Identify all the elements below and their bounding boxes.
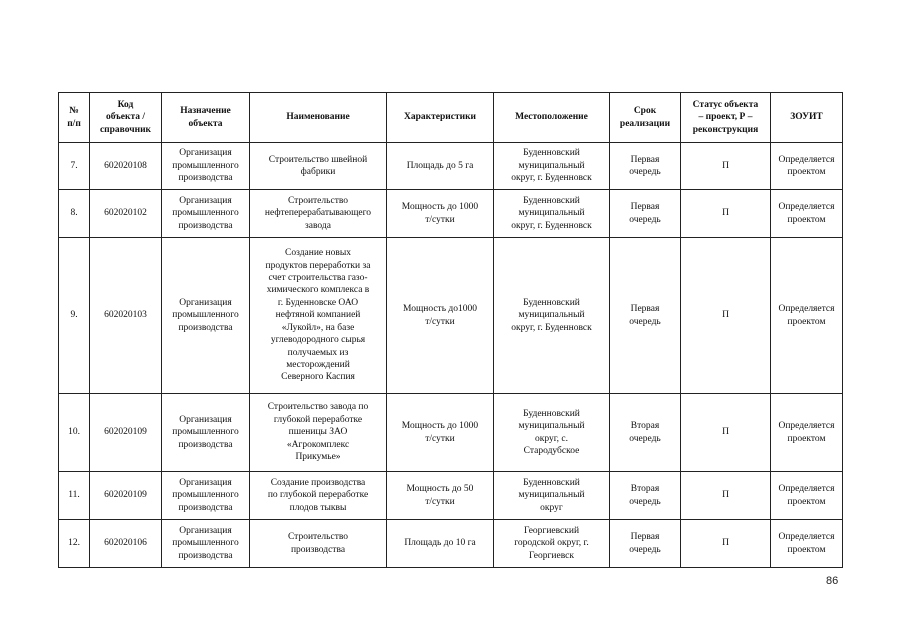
characteristics-cell: Мощность до 1000 т/сутки xyxy=(387,190,494,238)
name-cell: Строительство завода по глубокой переработке пшеницы ЗАО «Агрокомплекс Прикумье» xyxy=(250,394,387,472)
row-number-cell: 11. xyxy=(59,472,90,520)
row-number-cell: 8. xyxy=(59,190,90,238)
purpose-cell: Организация промышленного производства xyxy=(162,190,250,238)
zouit-cell: Определяется проектом xyxy=(771,190,843,238)
table-row xyxy=(59,190,843,238)
status-cell: П xyxy=(681,238,771,394)
name-cell: Строительство швейной фабрики xyxy=(250,143,387,190)
characteristics-cell: Площадь до 5 га xyxy=(387,143,494,190)
table-row xyxy=(59,520,843,568)
object-code-cell: 602020102 xyxy=(90,190,162,238)
status-cell: П xyxy=(681,143,771,190)
table-row xyxy=(59,143,843,190)
term-cell: Вторая очередь xyxy=(610,394,681,472)
object-code-cell: 602020109 xyxy=(90,472,162,520)
page-number: 86 xyxy=(826,575,839,587)
term-cell: Первая очередь xyxy=(610,520,681,568)
zouit-cell: Определяется проектом xyxy=(771,143,843,190)
purpose-cell: Организация промышленного производства xyxy=(162,394,250,472)
status-cell: П xyxy=(681,472,771,520)
row-number-cell: 7. xyxy=(59,143,90,190)
purpose-cell: Организация промышленного производства xyxy=(162,238,250,394)
table-row xyxy=(59,472,843,520)
table-header-row xyxy=(59,93,843,143)
table-body xyxy=(59,143,843,568)
header-term: Срок реализации xyxy=(610,93,681,143)
objects-table xyxy=(58,92,843,568)
status-cell: П xyxy=(681,520,771,568)
location-cell: Буденновский муниципальный округ, г. Буденновск xyxy=(494,238,610,394)
row-number-cell: 9. xyxy=(59,238,90,394)
object-code-cell: 602020108 xyxy=(90,143,162,190)
term-cell: Первая очередь xyxy=(610,190,681,238)
characteristics-cell: Мощность до1000 т/сутки xyxy=(387,238,494,394)
name-cell: Строительство производства xyxy=(250,520,387,568)
row-number-cell: 10. xyxy=(59,394,90,472)
object-code-cell: 602020109 xyxy=(90,394,162,472)
term-cell: Вторая очередь xyxy=(610,472,681,520)
name-cell: Создание производства по глубокой переработке плодов тыквы xyxy=(250,472,387,520)
characteristics-cell: Мощность до 1000 т/сутки xyxy=(387,394,494,472)
zouit-cell: Определяется проектом xyxy=(771,472,843,520)
status-cell: П xyxy=(681,190,771,238)
purpose-cell: Организация промышленного производства xyxy=(162,520,250,568)
location-cell: Георгиевский городской округ, г. Георгиевск xyxy=(494,520,610,568)
header-status: Статус объекта – проект, Р – реконструкция xyxy=(681,93,771,143)
zouit-cell: Определяется проектом xyxy=(771,520,843,568)
location-cell: Буденновский муниципальный округ xyxy=(494,472,610,520)
header-number: № п/п xyxy=(59,93,90,143)
term-cell: Первая очередь xyxy=(610,238,681,394)
purpose-cell: Организация промышленного производства xyxy=(162,472,250,520)
purpose-cell: Организация промышленного производства xyxy=(162,143,250,190)
table-row xyxy=(59,238,843,394)
name-cell: Строительство нефтеперерабатывающего завода xyxy=(250,190,387,238)
zouit-cell: Определяется проектом xyxy=(771,238,843,394)
status-cell: П xyxy=(681,394,771,472)
object-code-cell: 602020103 xyxy=(90,238,162,394)
table-row xyxy=(59,394,843,472)
object-code-cell: 602020106 xyxy=(90,520,162,568)
zouit-cell: Определяется проектом xyxy=(771,394,843,472)
header-purpose: Назначение объекта xyxy=(162,93,250,143)
location-cell: Буденновский муниципальный округ, г. Буденновск xyxy=(494,143,610,190)
header-location: Местоположение xyxy=(494,93,610,143)
header-characteristics: Характеристики xyxy=(387,93,494,143)
header-object-code: Код объекта / справочник xyxy=(90,93,162,143)
location-cell: Буденновский муниципальный округ, г. Буденновск xyxy=(494,190,610,238)
characteristics-cell: Мощность до 50 т/сутки xyxy=(387,472,494,520)
name-cell: Создание новых продуктов переработки за счет строительства газо- химического комплекса в г. Буденновске ОАО нефтяной компанией «Лукойл», на базе углеводородного сырья получаемых из месторождений Северного Каспия xyxy=(250,238,387,394)
header-zouit: ЗОУИТ xyxy=(771,93,843,143)
row-number-cell: 12. xyxy=(59,520,90,568)
header-name: Наименование xyxy=(250,93,387,143)
location-cell: Буденновский муниципальный округ, с. Стародубское xyxy=(494,394,610,472)
characteristics-cell: Площадь до 10 га xyxy=(387,520,494,568)
term-cell: Первая очередь xyxy=(610,143,681,190)
